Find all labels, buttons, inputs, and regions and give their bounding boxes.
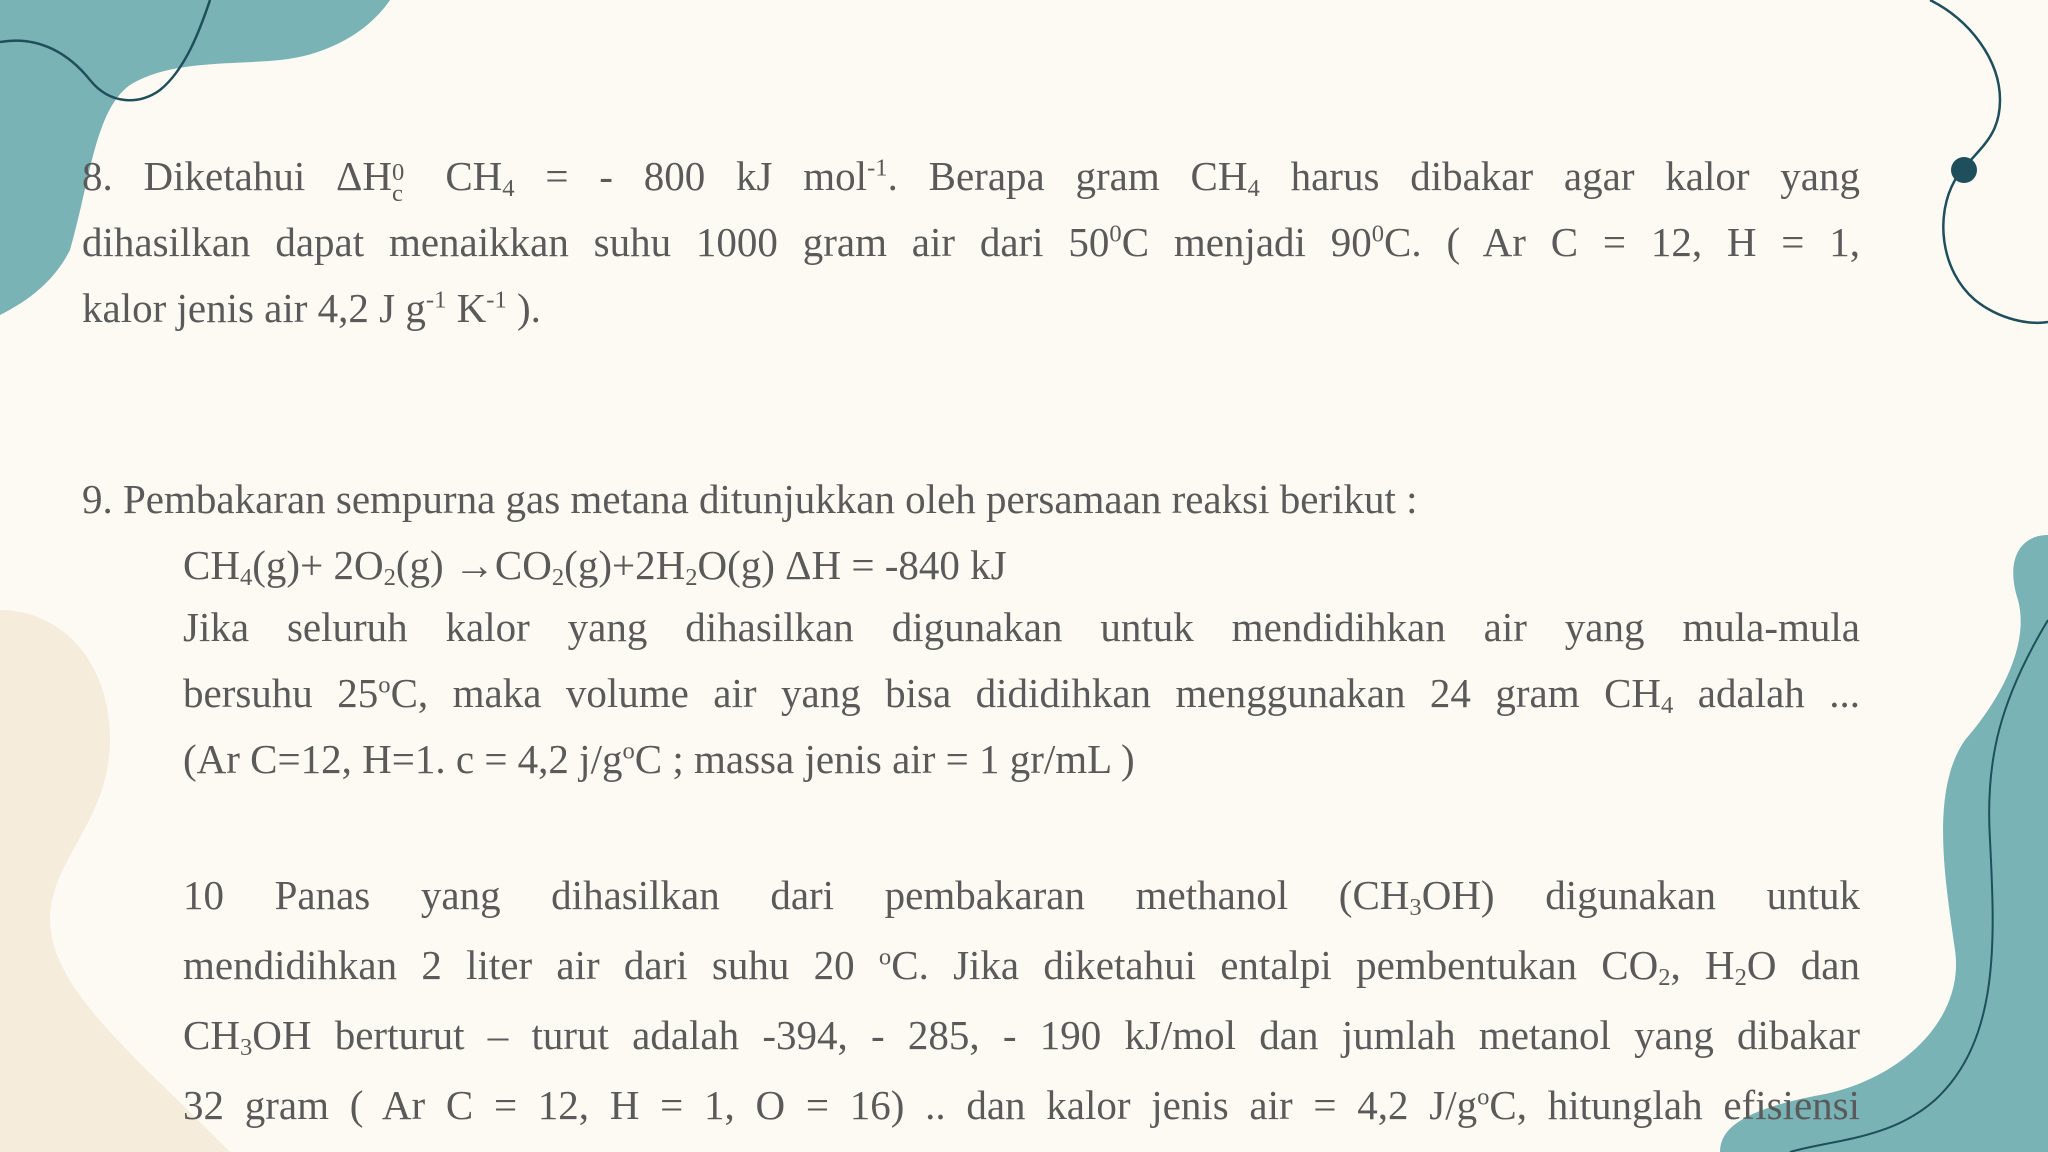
- q9-intro: 9. Pembakaran sempurna gas metana ditunjukkan oleh persamaan reaksi berikut :: [82, 476, 1418, 522]
- q10-line-2: mendidihkan 2 liter air dari suhu 20 $^o$C. Jika diketahui entalpi pembentukan $CO_2$, $H_2O$ dan: [183, 942, 1860, 992]
- q10-line-4: 32 gram ( Ar C = 12, H = 1, O = 16) .. dan kalor jenis air = 4,2 $J/g^oC$, hitunglah efisiensi: [183, 1082, 1860, 1128]
- top-right-curve-line: [1930, 0, 2048, 323]
- q8-line-3: kalor jenis air 4,2 J $g^{-1}$ $K^{-1}$ ).: [82, 285, 541, 331]
- q9-body-line-1: Jika seluruh kalor yang dihasilkan digunakan untuk mendidihkan air yang mula-mula: [183, 604, 1860, 650]
- q10-line-1: 10 Panas yang dihasilkan dari pembakaran methanol $(CH_3OH)$ digunakan untuk: [183, 872, 1860, 922]
- question-9: [82, 466, 1860, 792]
- question-8: [82, 143, 1860, 341]
- q8-line-1: 8. Diketahui ΔH 0 c $CH_4$ = - 800 kJ mol$^{-1}$. Berapa gram $CH_4$ harus dibakar agar kalor yang: [82, 153, 1860, 208]
- q9-body-line-3: (Ar C=12, H=1. c = 4,2 $j/g^oC$ ; massa jenis air = 1 gr/mL ): [183, 736, 1135, 782]
- question-10: [183, 860, 1860, 1140]
- q9-body-line-2: bersuhu 25$^o$C, maka volume air yang bisa dididihkan menggunakan 24 gram $CH_4$ adalah ...: [183, 670, 1860, 720]
- q9-equation: $CH_4(g)+ 2O_2(g) \to CO_2(g)+2H_2O(g) \Delta H = -840$ kJ: [183, 542, 1007, 592]
- q10-line-3: $CH_3OH$ berturut – turut adalah -394, - 285, - 190 kJ/mol dan jumlah metanol yang dibakar: [183, 1012, 1860, 1062]
- top-right-dot: [1951, 157, 1977, 183]
- q8-line-2: dihasilkan dapat menaikkan suhu 1000 gram air dari $50^0C$ menjadi $90^0C$. ( Ar C = 12, H = 1,: [82, 219, 1860, 265]
